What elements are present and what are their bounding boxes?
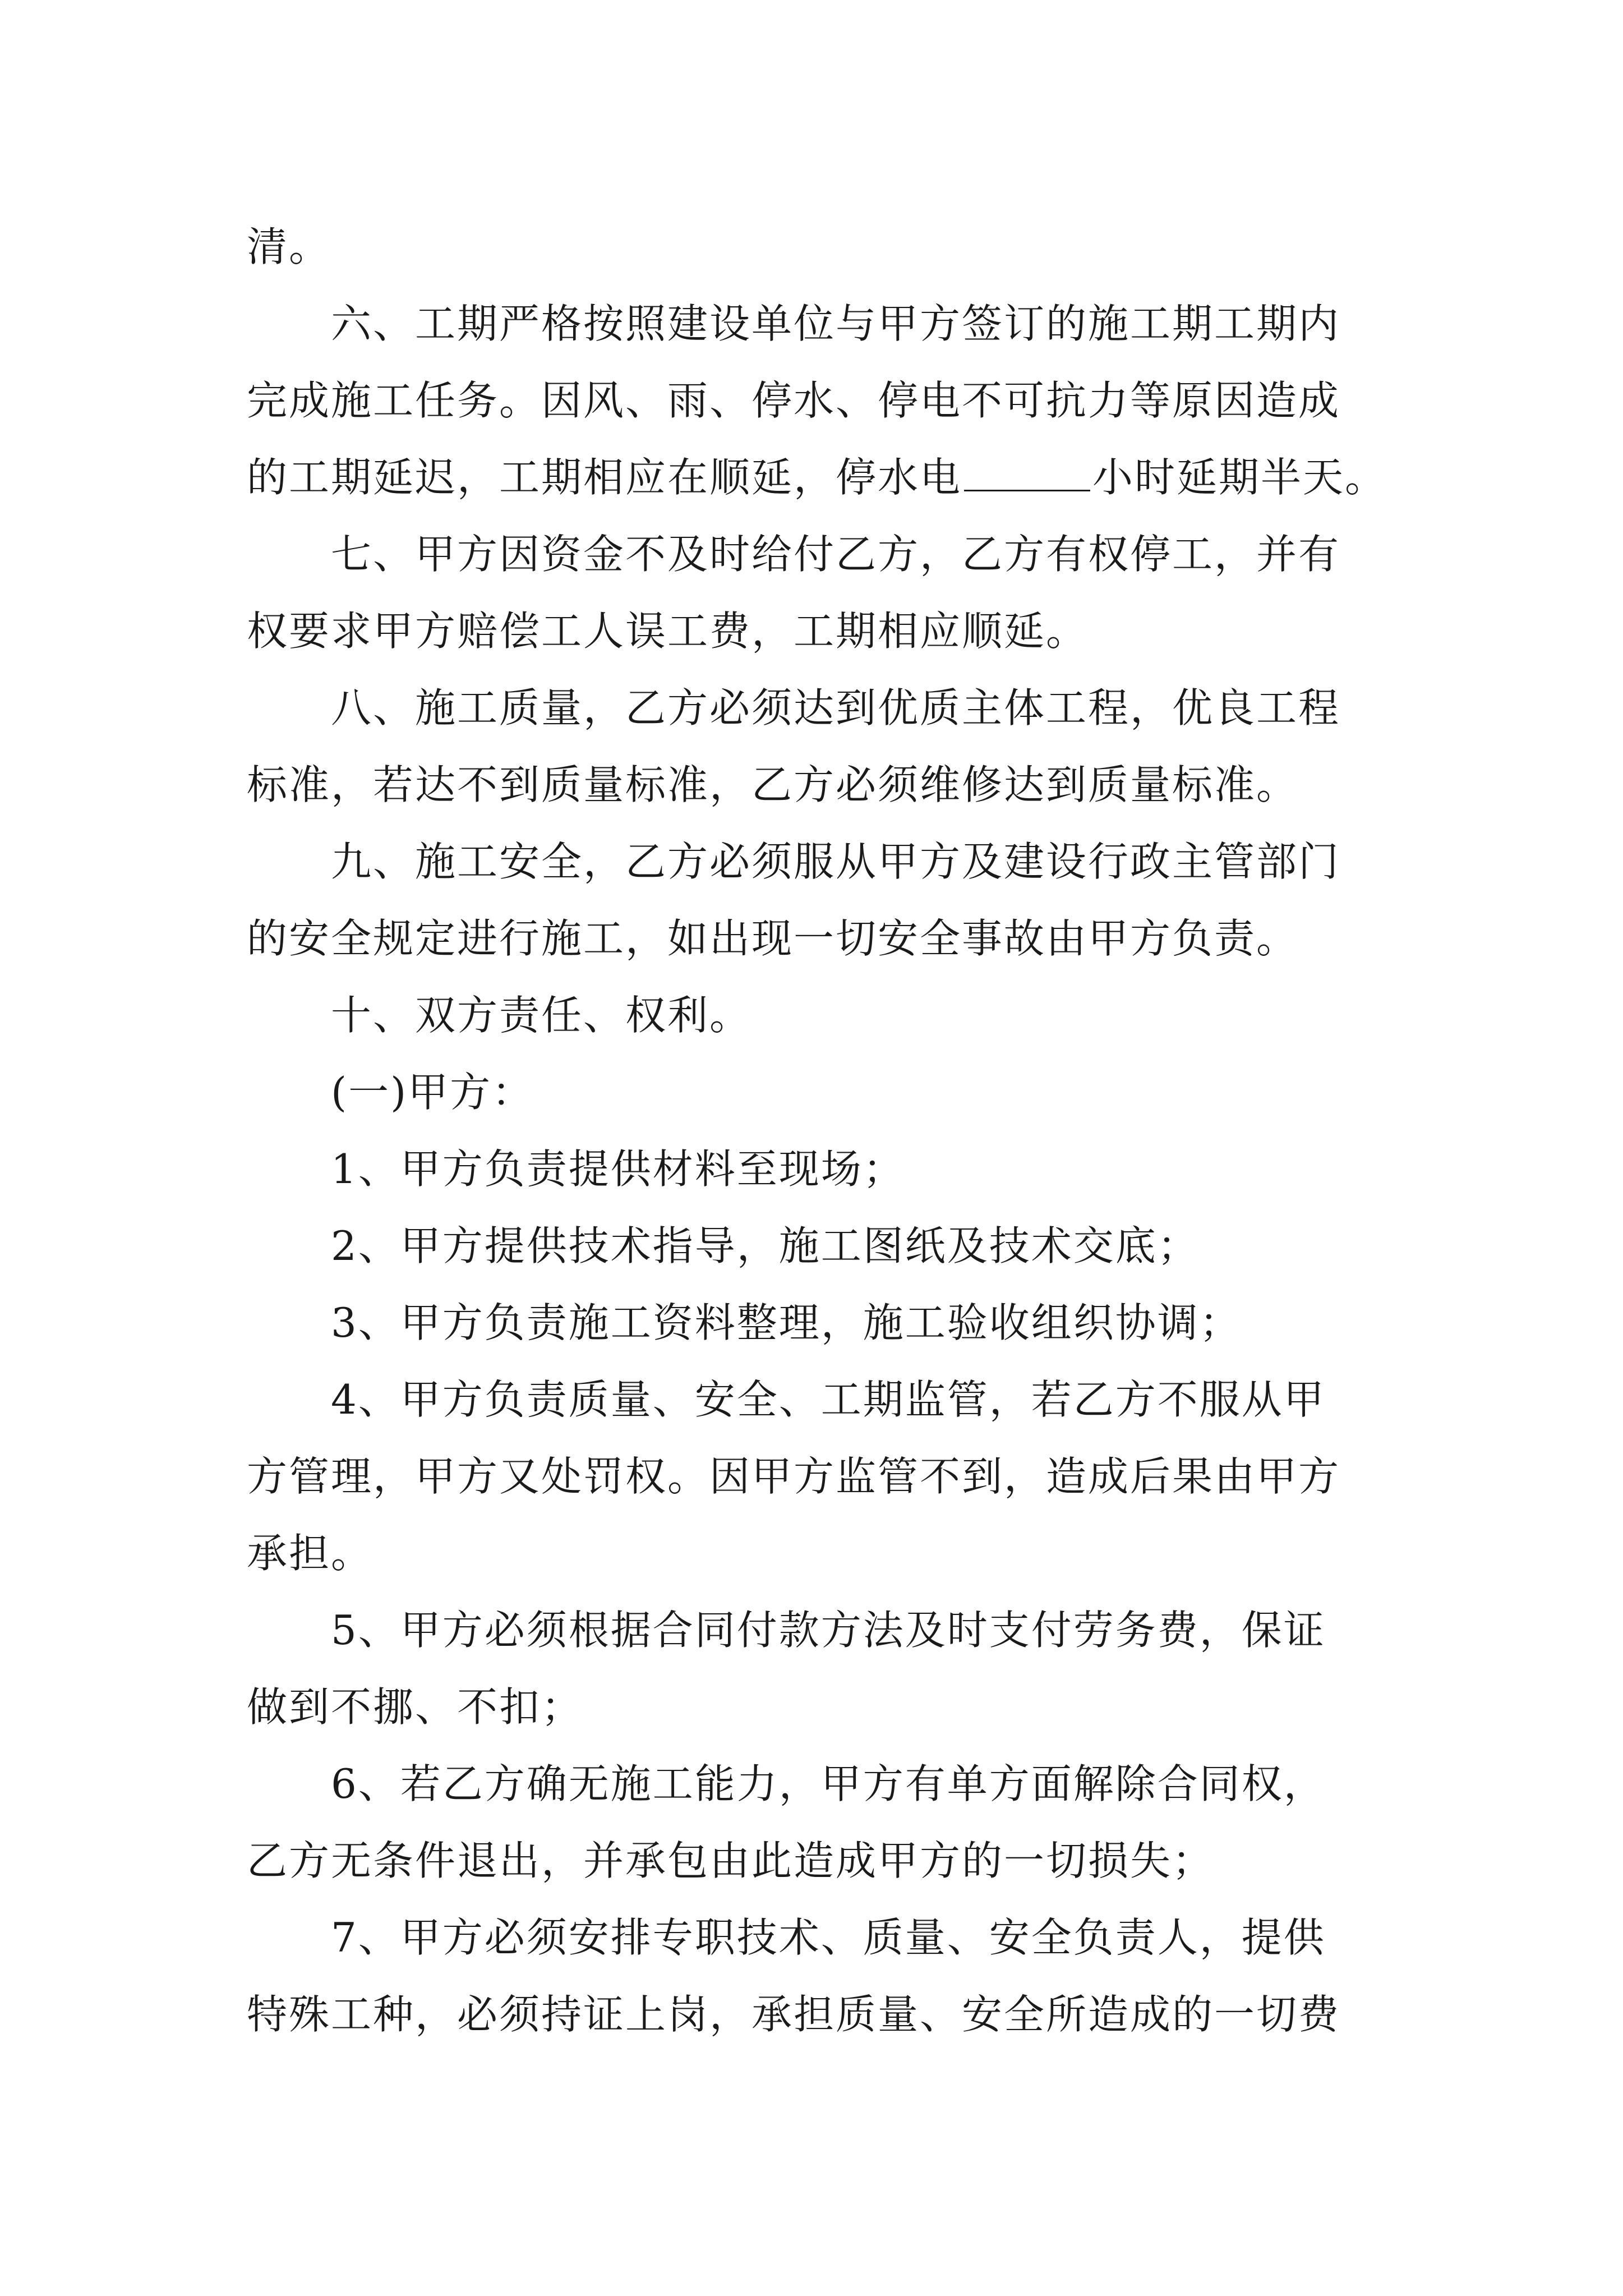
text-segment: 小时延期半天。 [1092, 454, 1387, 501]
text-line: 七、甲方因资金不及时给付乙方，乙方有权停工，并有 [331, 531, 1341, 578]
list-item: 1、甲方负责提供材料至现场； [331, 1145, 905, 1193]
fill-in-blank [964, 456, 1090, 491]
text-line: 承担。 [247, 1530, 374, 1577]
text-line: 方管理，甲方又处罚权。因甲方监管不到，造成后果由甲方 [247, 1453, 1341, 1500]
list-item: 4、甲方负责质量、安全、工期监管，若乙方不服从甲 [331, 1376, 1326, 1423]
list-item: 7、甲方必须安排专职技术、质量、安全负责人，提供 [331, 1914, 1326, 1961]
subsection-heading: (一)甲方： [331, 1069, 534, 1116]
document-body [247, 209, 1385, 2053]
list-item: 2、甲方提供技术指导，施工图纸及技术交底； [331, 1222, 1200, 1269]
text-line: 六、工期严格按照建设单位与甲方签订的施工期工期内 [331, 300, 1341, 347]
text-line: 权要求甲方赔偿工人误工费，工期相应顺延。 [247, 608, 1089, 655]
text-line: 完成施工任务。因风、雨、停水、停电不可抗力等原因造成 [247, 377, 1341, 424]
text-line: 九、施工安全，乙方必须服从甲方及建设行政主管部门 [331, 838, 1341, 885]
text-line-with-blank [247, 439, 1385, 516]
list-item: 5、甲方必须根据合同付款方法及时支付劳务费，保证 [331, 1607, 1326, 1654]
text-line: 乙方无条件退出，并承包由此造成甲方的一切损失； [247, 1837, 1215, 1884]
list-item: 6、若乙方确无施工能力，甲方有单方面解除合同权， [331, 1760, 1326, 1807]
text-line: 的安全规定进行施工，如出现一切安全事故由甲方负责。 [247, 915, 1299, 962]
text-line: 特殊工种，必须持证上岗，承担质量、安全所造成的一切费 [247, 1991, 1341, 2038]
text-line: 清。 [247, 223, 331, 270]
text-line: 八、施工质量，乙方必须达到优质主体工程，优良工程 [331, 684, 1341, 731]
section-heading: 十、双方责任、权利。 [331, 992, 752, 1039]
text-line: 做到不挪、不扣； [247, 1683, 584, 1731]
text-line: 标准，若达不到质量标准，乙方必须维修达到质量标准。 [247, 761, 1299, 808]
list-item: 3、甲方负责施工资料整理，施工验收组织协调； [331, 1299, 1242, 1346]
text-segment: 的工期延迟，工期相应在顺延，停水电 [247, 454, 962, 501]
